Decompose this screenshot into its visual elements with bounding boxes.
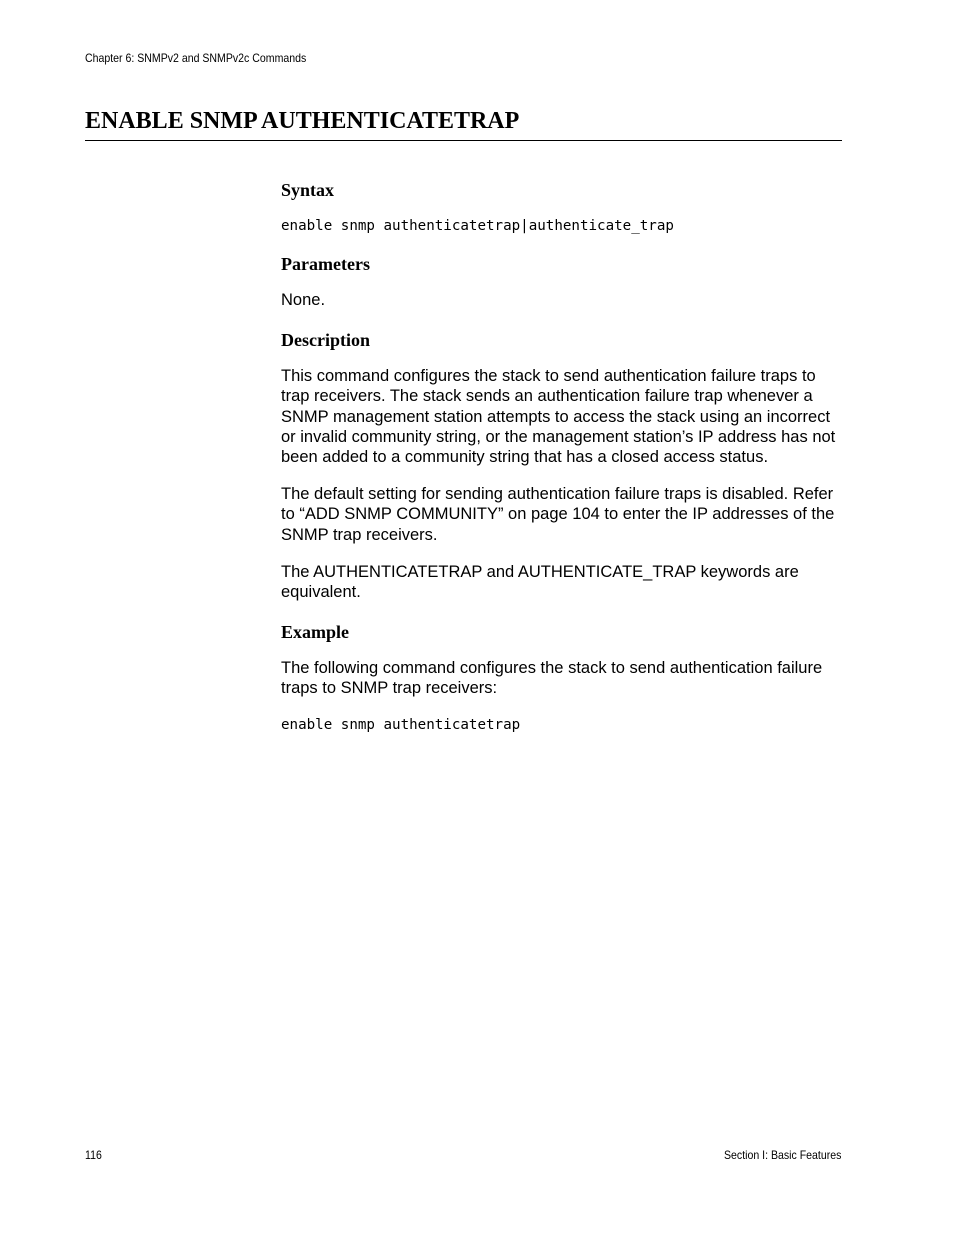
content-body	[281, 178, 846, 735]
page-title: ENABLE SNMP AUTHENTICATETRAP	[85, 108, 520, 134]
description-heading: Description	[281, 330, 370, 351]
running-header: Chapter 6: SNMPv2 and SNMPv2c Commands	[85, 51, 307, 65]
example-code: enable snmp authenticatetrap	[281, 716, 521, 733]
title-rule	[85, 140, 842, 141]
description-paragraph-2: The default setting for sending authentication failure traps is disabled. Refer to “ADD SNMP COMMUNITY” on page 104 to enter the IP addresses of the SNMP trap receivers.	[281, 485, 835, 544]
example-text: The following command configures the stack to send authentication failure traps to SNMP trap receivers:	[281, 659, 823, 698]
parameters-heading: Parameters	[281, 254, 370, 274]
syntax-heading: Syntax	[281, 180, 335, 200]
syntax-code: enable snmp authenticatetrap|authenticate_trap	[281, 218, 674, 234]
description-paragraph-3: The AUTHENTICATETRAP and AUTHENTICATE_TRAP keywords are equivalent.	[281, 562, 799, 602]
example-heading: Example	[281, 622, 350, 643]
description-paragraph-1: This command configures the stack to send authentication failure traps to trap receivers. The stack sends an authentication failure trap whenever a SNMP management station attempts to access the stack using an incorrect or invalid community string, or the management station’s IP address has not been added to a community string that has a closed access status.	[281, 367, 836, 467]
page-number: 116	[85, 1148, 102, 1162]
running-footer-section: Section I: Basic Features	[723, 1148, 841, 1162]
parameters-text: None.	[281, 291, 326, 309]
